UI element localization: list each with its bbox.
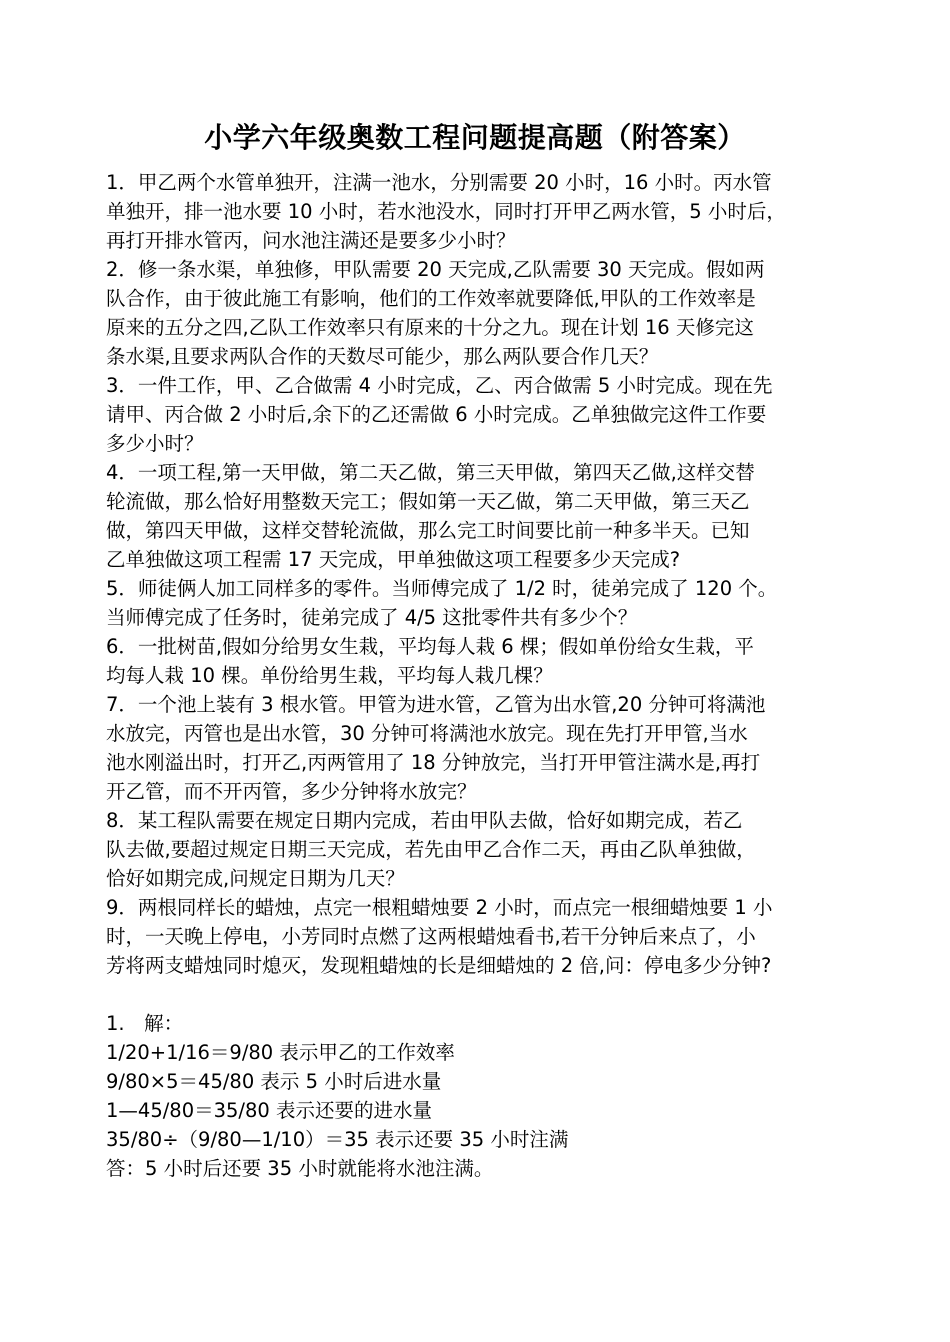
section-spacer bbox=[106, 980, 846, 1009]
question-5 bbox=[106, 574, 846, 632]
question-line: 芳将两支蜡烛同时熄灭，发现粗蜡烛的长是细蜡烛的 2 倍,问：停电多少分钟? bbox=[106, 954, 772, 977]
document-body bbox=[106, 168, 846, 1183]
question-line: 时，一天晚上停电，小芳同时点燃了这两根蜡烛看书,若干分钟后来点了，小 bbox=[106, 925, 756, 948]
question-9 bbox=[106, 893, 846, 980]
question-line: 做，第四天甲做，这样交替轮流做，那么完工时间要比前一种多半天。已知 bbox=[106, 519, 750, 542]
answer-line: 1. 解： bbox=[106, 1012, 184, 1035]
question-7 bbox=[106, 690, 846, 806]
answer-line: 1—45/80＝35/80 表示还要的进水量 bbox=[106, 1099, 432, 1122]
question-6 bbox=[106, 632, 846, 690]
answer-line: 35/80÷（9/80—1/10）＝35 表示还要 35 小时注满 bbox=[106, 1128, 569, 1151]
question-line: 队合作，由于彼此施工有影响，他们的工作效率就要降低,甲队的工作效率是 bbox=[106, 287, 756, 310]
question-line: 9．两根同样长的蜡烛，点完一根粗蜡烛要 2 小时，而点完一根细蜡烛要 1 小 bbox=[106, 896, 773, 919]
question-line: 当师傅完成了任务时，徒弟完成了 4/5 这批零件共有多少个？ bbox=[106, 606, 638, 629]
question-line: 6．一批树苗,假如分给男女生栽，平均每人栽 6 棵；假如单份给女生栽，平 bbox=[106, 635, 754, 658]
question-line: 再打开排水管丙，问水池注满还是要多少小时？ bbox=[106, 229, 516, 252]
question-line: 5．师徒俩人加工同样多的零件。当师傅完成了 1/2 时，徒弟完成了 120 个。 bbox=[106, 577, 778, 600]
question-line: 多少小时？ bbox=[106, 432, 204, 455]
question-line: 2．修一条水渠，单独修，甲队需要 20 天完成,乙队需要 30 天完成。假如两 bbox=[106, 258, 765, 281]
answer-line: 答：5 小时后还要 35 小时就能将水池注满。 bbox=[106, 1157, 494, 1180]
question-line: 7．一个池上装有 3 根水管。甲管为进水管，乙管为出水管,20 分钟可将满池 bbox=[106, 693, 766, 716]
question-line: 条水渠,且要求两队合作的天数尽可能少，那么两队要合作几天？ bbox=[106, 345, 659, 368]
question-line: 8．某工程队需要在规定日期内完成，若由甲队去做，恰好如期完成，若乙 bbox=[106, 809, 743, 832]
question-line: 原来的五分之四,乙队工作效率只有原来的十分之九。现在计划 16 天修完这 bbox=[106, 316, 754, 339]
question-1 bbox=[106, 168, 846, 255]
question-line: 水放完，丙管也是出水管，30 分钟可将满池水放完。现在先打开甲管,当水 bbox=[106, 722, 748, 745]
question-line: 开乙管，而不开丙管，多少分钟将水放完？ bbox=[106, 780, 477, 803]
question-line: 均每人栽 10 棵。单份给男生栽，平均每人栽几棵？ bbox=[106, 664, 553, 687]
question-2 bbox=[106, 255, 846, 371]
question-line: 单独开，排一池水要 10 小时，若水池没水，同时打开甲乙两水管，5 小时后， bbox=[106, 200, 786, 223]
question-3 bbox=[106, 371, 846, 458]
question-line: 请甲、丙合做 2 小时后,余下的乙还需做 6 小时完成。乙单独做完这件工作要 bbox=[106, 403, 767, 426]
question-4 bbox=[106, 458, 846, 574]
answer-1 bbox=[106, 1009, 846, 1183]
question-8 bbox=[106, 806, 846, 893]
question-line: 乙单独做这项工程需 17 天完成，甲单独做这项工程要多少天完成? bbox=[106, 548, 681, 571]
answer-line: 1/20+1/16＝9/80 表示甲乙的工作效率 bbox=[106, 1041, 455, 1064]
question-line: 池水刚溢出时，打开乙,丙两管用了 18 分钟放完，当打开甲管注满水是,再打 bbox=[106, 751, 761, 774]
question-line: 恰好如期完成,问规定日期为几天？ bbox=[106, 867, 405, 890]
question-line: 3．一件工作，甲、乙合做需 4 小时完成，乙、丙合做需 5 小时完成。现在先 bbox=[106, 374, 773, 397]
question-line: 1．甲乙两个水管单独开，注满一池水，分别需要 20 小时，16 小时。丙水管 bbox=[106, 171, 772, 194]
answer-line: 9/80×5＝45/80 表示 5 小时后进水量 bbox=[106, 1070, 442, 1093]
question-line: 轮流做，那么恰好用整数天完工；假如第一天乙做，第二天甲做，第三天乙 bbox=[106, 490, 750, 513]
document-title: 小学六年级奥数工程问题提高题（附答案） bbox=[204, 121, 746, 154]
question-line: 4．一项工程,第一天甲做，第二天乙做，第三天甲做，第四天乙做,这样交替 bbox=[106, 461, 755, 484]
question-line: 队去做,要超过规定日期三天完成，若先由甲乙合作二天，再由乙队单独做， bbox=[106, 838, 756, 861]
